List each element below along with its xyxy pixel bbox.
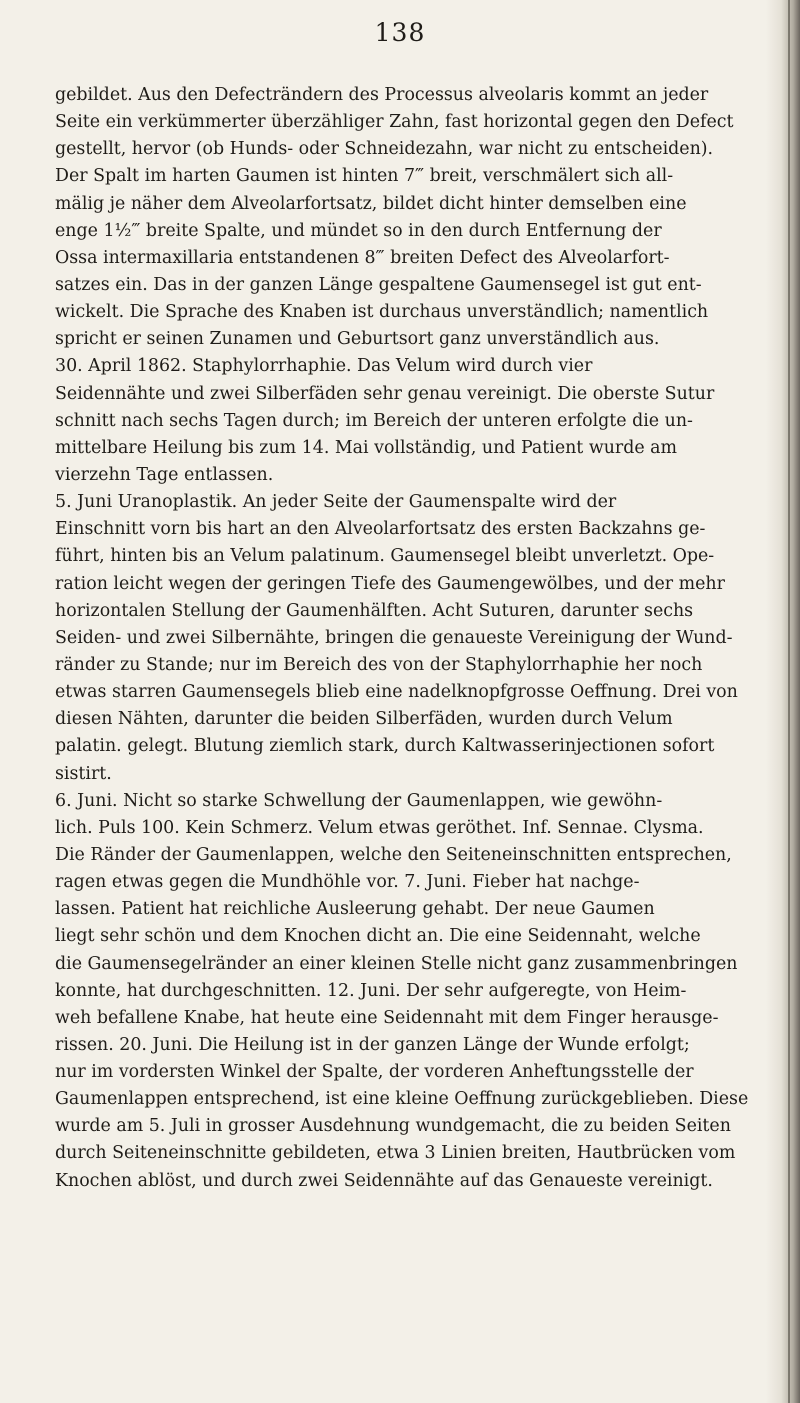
text-line: etwas starren Gaumensegels blieb eine nadelknopfgrosse Oeffnung. Drei von xyxy=(55,682,738,703)
text-line: palatin. gelegt. Blutung ziemlich stark, durch Kaltwasserinjectionen sofort xyxy=(55,736,715,757)
text-line: lassen. Patient hat reichliche Ausleerung gehabt. Der neue Gaumen xyxy=(55,899,655,920)
text-line: nur im vordersten Winkel der Spalte, der vorderen Anheftungsstelle der xyxy=(55,1062,694,1083)
text-line: Knochen ablöst, und durch zwei Seidennähte auf das Genaueste vereinigt. xyxy=(55,1170,713,1191)
text-line: rissen. 20. Juni. Die Heilung ist in der ganzen Länge der Wunde erfolgt; xyxy=(55,1034,690,1055)
text-line: ränder zu Stande; nur im Bereich des von der Staphylorrhaphie her noch xyxy=(55,654,703,675)
text-line: enge 1½‴ breite Spalte, und mündet so in den durch Entfernung der xyxy=(55,220,662,241)
text-line: Einschnitt vorn bis hart an den Alveolarfortsatz des ersten Backzahns ge- xyxy=(55,519,706,540)
text-line: wickelt. Die Sprache des Knaben ist durchaus unverständlich; namentlich xyxy=(55,302,709,323)
text-line: satzes ein. Das in der ganzen Länge gespaltene Gaumensegel ist gut ent- xyxy=(55,274,702,295)
page-number: 138 xyxy=(374,18,426,47)
text-line: Gaumenlappen entsprechend, ist eine kleine Oeffnung zurückgeblieben. Diese xyxy=(55,1089,749,1110)
text-line: 30. April 1862. Staphylorrhaphie. Das Velum wird durch vier xyxy=(55,356,593,377)
text-line: ration leicht wegen der geringen Tiefe des Gaumengewölbes, und der mehr xyxy=(55,573,725,594)
text-line: Ossa intermaxillaria entstandenen 8‴ breiten Defect des Alveolarfort- xyxy=(55,247,670,268)
text-line: sistirt. xyxy=(55,763,112,784)
text-line: konnte, hat durchgeschnitten. 12. Juni. Der sehr aufgeregte, von Heim- xyxy=(55,980,687,1001)
text-line: schnitt nach sechs Tagen durch; im Bereich der unteren erfolgte die un- xyxy=(55,410,693,431)
text-line: 5. Juni Uranoplastik. An jeder Seite der Gaumenspalte wird der xyxy=(55,492,617,513)
text-line: führt, hinten bis an Velum palatinum. Gaumensegel bleibt unverletzt. Ope- xyxy=(55,546,715,567)
body-text xyxy=(55,82,763,1195)
text-line: diesen Nähten, darunter die beiden Silberfäden, wurden durch Velum xyxy=(55,709,673,730)
text-line: mälig je näher dem Alveolarfortsatz, bildet dicht hinter demselben eine xyxy=(55,193,687,214)
text-line: Der Spalt im harten Gaumen ist hinten 7‴ breit, verschmälert sich all- xyxy=(55,166,674,187)
text-line: ragen etwas gegen die Mundhöhle vor. 7. Juni. Fieber hat nachge- xyxy=(55,872,640,893)
page-binding-shadow xyxy=(766,0,800,1403)
text-line: liegt sehr schön und dem Knochen dicht an. Die eine Seidennaht, welche xyxy=(55,926,701,947)
text-line: Seite ein verkümmerter überzähliger Zahn, fast horizontal gegen den Defect xyxy=(55,112,734,133)
text-line: Seiden- und zwei Silbernähte, bringen die genaueste Vereinigung der Wund- xyxy=(55,627,733,648)
text-line: weh befallene Knabe, hat heute eine Seidennaht mit dem Finger herausge- xyxy=(55,1007,719,1028)
text-line: Seidennähte und zwei Silberfäden sehr genau vereinigt. Die oberste Sutur xyxy=(55,383,715,404)
text-line: gestellt, hervor (ob Hunds- oder Schneidezahn, war nicht zu entscheiden). xyxy=(55,139,714,160)
text-line: gebildet. Aus den Defecträndern des Processus alveolaris kommt an jeder xyxy=(55,85,709,105)
text-line: Die Ränder der Gaumenlappen, welche den Seiteneinschnitten entsprechen, xyxy=(55,844,732,865)
text-line: durch Seiteneinschnitte gebildeten, etwa 3 Linien breiten, Hautbrücken vom xyxy=(55,1143,736,1164)
text-line: mittelbare Heilung bis zum 14. Mai vollständig, und Patient wurde am xyxy=(55,437,678,458)
text-line: die Gaumensegelränder an einer kleinen Stelle nicht ganz zusammenbringen xyxy=(55,953,738,974)
text-line: wurde am 5. Juli in grosser Ausdehnung wundgemacht, die zu beiden Seiten xyxy=(55,1116,731,1137)
text-line: spricht er seinen Zunamen und Geburtsort ganz unverständlich aus. xyxy=(55,329,660,350)
text-line: 6. Juni. Nicht so starke Schwellung der Gaumenlappen, wie gewöhn- xyxy=(55,790,663,811)
text-line: lich. Puls 100. Kein Schmerz. Velum etwas geröthet. Inf. Sennae. Clysma. xyxy=(55,817,704,838)
text-line: vierzehn Tage entlassen. xyxy=(55,464,274,485)
text-line: horizontalen Stellung der Gaumenhälften. Acht Suturen, darunter sechs xyxy=(55,600,694,621)
page-edge-line xyxy=(788,0,790,1403)
